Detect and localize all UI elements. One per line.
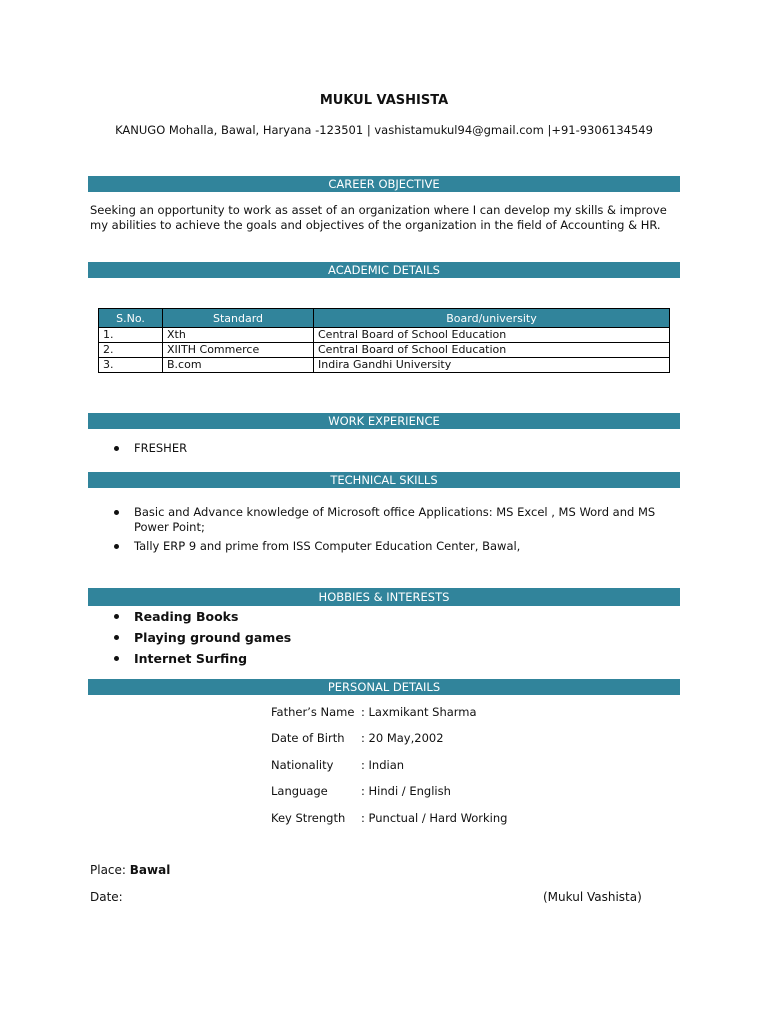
contact-line: KANUGO Mohalla, Bawal, Haryana -123501 | vashistamukul94@gmail.com |+91-9306134549 xyxy=(115,123,653,137)
section-bar-career-objective: CAREER OBJECTIVE xyxy=(88,176,680,192)
personal-label: Father’s Name xyxy=(271,705,355,719)
signature: (Mukul Vashista) xyxy=(543,890,642,904)
table-row xyxy=(99,358,670,373)
personal-row-key-strength xyxy=(271,811,507,825)
list-item xyxy=(88,606,680,627)
section-bar-academic-details: ACADEMIC DETAILS xyxy=(88,262,680,278)
table-cell: 3. xyxy=(99,358,163,373)
table-cell: 2. xyxy=(99,343,163,358)
table-cell: B.com xyxy=(163,358,314,373)
personal-row-fathers-name xyxy=(271,705,477,719)
place-value: Bawal xyxy=(129,863,171,877)
bullet-icon xyxy=(114,510,119,515)
career-objective-text: Seeking an opportunity to work as asset of an organization where I can develop my skills & improve my abilities to achieve the goals and objectives of the organization in the field of Accounting & HR. xyxy=(90,203,667,232)
list-item xyxy=(88,441,680,456)
personal-label: Key Strength xyxy=(271,811,346,825)
list-item xyxy=(88,539,658,554)
section-bar-personal-details: PERSONAL DETAILS xyxy=(88,679,680,695)
table-cell: Xth xyxy=(163,328,314,343)
table-header-row xyxy=(99,309,670,328)
list-item-text: FRESHER xyxy=(134,441,188,455)
section-bar-technical-skills: TECHNICAL SKILLS xyxy=(88,472,680,488)
personal-label: Language xyxy=(271,784,328,798)
table-row xyxy=(99,328,670,343)
table-row xyxy=(99,343,670,358)
list-item xyxy=(88,627,680,648)
academic-table xyxy=(98,308,670,373)
section-bar-work-experience: WORK EXPERIENCE xyxy=(88,413,680,429)
personal-label: Nationality xyxy=(271,758,334,772)
column-header-standard: Standard xyxy=(163,309,314,328)
section-bar-hobbies: HOBBIES & INTERESTS xyxy=(88,588,680,606)
list-item-text: Reading Books xyxy=(134,609,239,624)
technical-skills-list xyxy=(88,505,658,554)
personal-value: : Hindi / English xyxy=(361,784,451,798)
list-item-text: Basic and Advance knowledge of Microsoft office Applications: MS Excel , MS Word and MS Power Point; xyxy=(134,505,656,534)
place-line xyxy=(90,863,170,877)
table-cell: XIITH Commerce xyxy=(163,343,314,358)
table-cell: Central Board of School Education xyxy=(314,343,670,358)
list-item xyxy=(88,648,680,669)
bullet-icon xyxy=(114,544,119,549)
personal-value: : Punctual / Hard Working xyxy=(361,811,508,825)
personal-row-nationality xyxy=(271,758,404,772)
bullet-icon xyxy=(114,446,119,451)
column-header-board: Board/university xyxy=(314,309,670,328)
hobbies-list xyxy=(88,606,680,669)
personal-row-date-of-birth xyxy=(271,731,444,745)
date-label: Date: xyxy=(90,890,123,904)
bullet-icon xyxy=(114,635,119,640)
bullet-icon xyxy=(114,656,119,661)
candidate-name: MUKUL VASHISTA xyxy=(319,93,449,108)
personal-value: : Indian xyxy=(361,758,405,772)
list-item-text: Playing ground games xyxy=(134,630,292,645)
list-item-text: Tally ERP 9 and prime from ISS Computer Education Center, Bawal, xyxy=(134,539,521,553)
place-label: Place: xyxy=(90,863,130,877)
table-cell: Indira Gandhi University xyxy=(314,358,670,373)
table-cell: Central Board of School Education xyxy=(314,328,670,343)
personal-value: : 20 May,2002 xyxy=(361,731,444,745)
column-header-sno: S.No. xyxy=(99,309,163,328)
bullet-icon xyxy=(114,614,119,619)
personal-value: : Laxmikant Sharma xyxy=(361,705,477,719)
personal-label: Date of Birth xyxy=(271,731,345,745)
list-item xyxy=(88,505,658,535)
list-item-text: Internet Surfing xyxy=(134,651,248,666)
work-experience-list xyxy=(88,441,680,456)
personal-row-language xyxy=(271,784,451,798)
table-cell: 1. xyxy=(99,328,163,343)
